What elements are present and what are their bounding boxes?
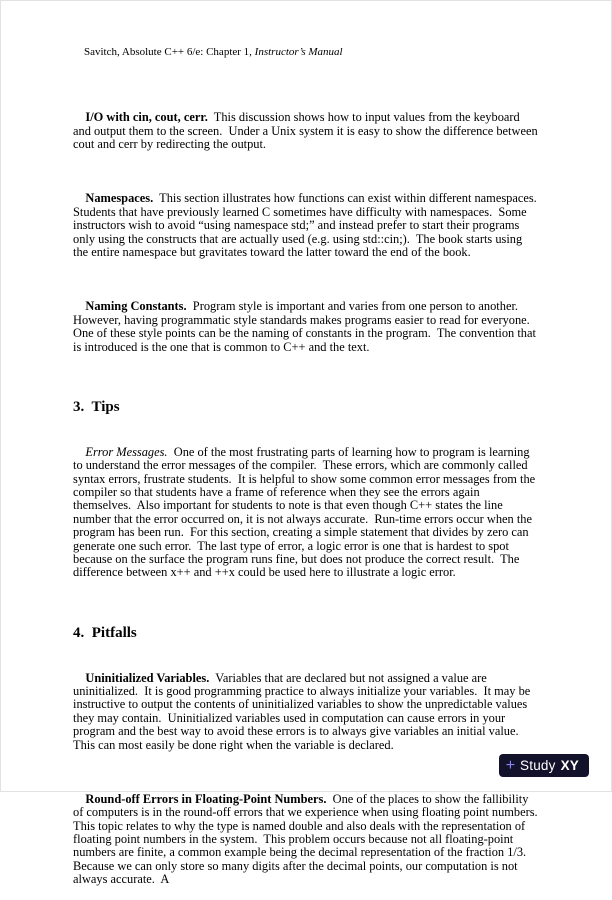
- paragraph-lead: Uninitialized Variables.: [85, 670, 210, 685]
- plus-icon: +: [505, 756, 516, 774]
- brand-name-xy: XY: [560, 758, 579, 773]
- section-heading-tips: 3. Tips: [73, 399, 120, 416]
- paragraph-text: Program style is important and varies from one person to another. However, having programmatic style standards makes programs easier to read for everyone. One of these style points can be the naming of constants in the program. The convention that is introduced is the one that is common to C++ and the text.: [73, 299, 540, 354]
- paragraph-lead: Naming Constants.: [85, 299, 187, 314]
- paragraph-lead: Error Messages.: [85, 444, 168, 459]
- paragraph-naming-constants: [73, 287, 539, 367]
- paragraph-text: This discussion shows how to input values from the keyboard and output them to the screen. Under a Unix system it is easy to show the difference between cout and cerr by redirecting the output.: [73, 110, 541, 152]
- paragraph-text: Variables that are declared but not assigned a value are uninitialized. It is good programming practice to always initialize your variables. It may be instructive to output the contents of uninitialized variables to show the unpredictable values they may contain. Uninitialized variables used in computation can cause errors in your program and the best way to avoid these errors is to always give variables an initial value. This can most easily be done right when the variable is declared.: [73, 670, 534, 752]
- paragraph-lead: Round-off Errors in Floating-Point Numbers.: [85, 791, 327, 806]
- running-header-title: Instructor’s Manual: [254, 46, 343, 58]
- paragraph-error-messages: [73, 432, 539, 593]
- paragraph-text: One of the places to show the fallibility of computers is in the round-off errors that we experience when using floating point numbers. This topic relates to why the type is named double and also deals with the representation of floating point numbers in the system. This problem occurs because not all floating-point numbers are finite, a common example being the decimal representation of the fraction 1/3. Because we can only store so many digits after the decimal points, our computation is not always accurate. A: [73, 791, 544, 887]
- paragraph-roundoff-errors: [73, 779, 544, 900]
- section-heading-pitfalls: 4. Pitfalls: [73, 625, 137, 642]
- running-header-prefix: Savitch, Absolute C++ 6/e: Chapter 1,: [84, 46, 255, 58]
- brand-name-study: Study: [520, 758, 556, 773]
- paragraph-text: This section illustrates how functions can exist within different namespaces. Students that have previously learned C sometimes have difficulty with namespaces. Some instructors wish to avoid “using namespace std;” and instead prefer to start their programs only using the constructs that are actually used (e.g. using std::cin;). The book starts using the entire namespace but gravitates toward the latter toward the end of the book.: [73, 191, 543, 260]
- paragraph-text: One of the most frustrating parts of learning how to program is learning to understand the error messages of the compiler. These errors, which are commonly called syntax errors, frustrate students. It is helpful to show some common error messages from the compiler so that students have a frame of reference when they see the errors again themselves. Also important for students to note is that even though C++ states the line number that the error occurred on, it is not always accurate. Run-time errors occur when the program has been run. For this section, creating a simple statement that divides by zero can generate one such error. The last type of error, a logic error is one that is hardest to spot because on the surface the program runs fine, but does not produce the correct result. The difference between x++ and ++x could be used here to illustrate a logic error.: [73, 444, 539, 580]
- studyxy-logo[interactable]: [499, 754, 589, 777]
- paragraph-io-cin-cout-cerr: [73, 98, 539, 165]
- running-header: [73, 33, 539, 72]
- paragraph-namespaces: [73, 179, 543, 273]
- paragraph-lead: I/O with cin, cout, cerr.: [85, 110, 208, 125]
- paragraph-lead: Namespaces.: [85, 191, 154, 206]
- paragraph-uninitialized-variables: [73, 658, 539, 765]
